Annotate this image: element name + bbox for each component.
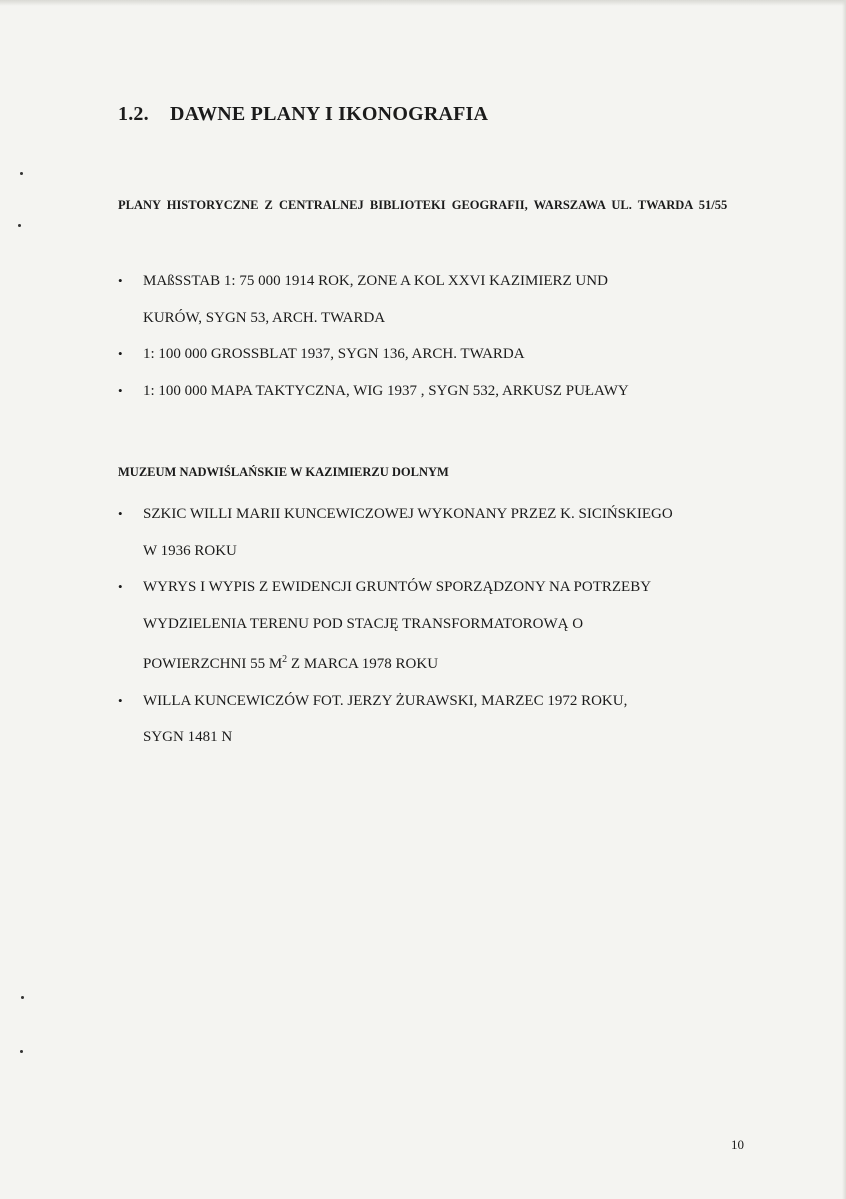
page-right-edge-shadow (842, 0, 846, 1199)
chapter-heading (118, 103, 488, 126)
list-item-line: WYRYS I WYPIS Z EWIDENCJI GRUNTÓW SPORZĄDZONY NA POTRZEBY (143, 579, 652, 595)
page-top-edge-shadow (0, 0, 846, 6)
scan-speck (18, 224, 21, 227)
section-title-plany-historyczne: PLANY HISTORYCZNE Z CENTRALNEJ BIBLIOTEKI GEOGRAFII, WARSZAWA UL. TWARDA 51/55 (118, 198, 728, 212)
scan-speck (21, 996, 24, 999)
list-item-line: WYDZIELENIA TERENU POD STACJĘ TRANSFORMATOROWĄ O (143, 615, 584, 632)
bullet-icon: • (118, 692, 123, 708)
list-item (118, 569, 758, 683)
list-muzeum (118, 496, 758, 756)
list-item (118, 496, 758, 569)
bullet-icon: • (118, 506, 123, 521)
list-item (118, 263, 758, 336)
bullet-icon: • (118, 273, 123, 288)
chapter-number: 1.2. (118, 103, 149, 125)
list-item-line (143, 656, 438, 672)
list-item-line: SYGN 1481 N (143, 729, 233, 745)
list-item-line: MAßSSTAB 1: 75 000 1914 ROK, ZONE A KOL XXVI KAZIMIERZ UND (143, 273, 608, 289)
scan-speck (20, 172, 23, 175)
list-item-line: 1: 100 000 GROSSBLAT 1937, SYGN 136, ARCH. TWARDA (143, 346, 525, 362)
scan-speck (20, 1050, 23, 1053)
list-item-line: KURÓW, SYGN 53, ARCH. TWARDA (143, 309, 386, 326)
list-item (118, 373, 758, 410)
list-item-line: W 1936 ROKU (143, 542, 237, 559)
list-item (118, 336, 758, 373)
list-item-line: WILLA KUNCEWICZÓW FOT. JERZY ŻURAWSKI, MARZEC 1972 ROKU, (143, 692, 628, 709)
superscript: 2 (282, 654, 288, 665)
list-item-text: Z MARCA 1978 ROKU (287, 656, 439, 672)
list-plany-historyczne (118, 263, 758, 409)
section-title-muzeum: MUZEUM NADWIŚLAŃSKIE W KAZIMIERZU DOLNYM (118, 465, 449, 479)
list-item (118, 683, 758, 756)
list-item-text: POWIERZCHNI 55 M (143, 656, 283, 672)
bullet-icon: • (118, 346, 123, 361)
page-number: 10 (731, 1137, 744, 1152)
chapter-title: DAWNE PLANY I IKONOGRAFIA (170, 103, 489, 125)
list-item-line: 1: 100 000 MAPA TAKTYCZNA, WIG 1937 , SYGN 532, ARKUSZ PUŁAWY (143, 382, 629, 399)
list-item-line: SZKIC WILLI MARII KUNCEWICZOWEJ WYKONANY PRZEZ K. SICIŃSKIEGO (143, 506, 673, 522)
bullet-icon: • (118, 579, 123, 594)
bullet-icon: • (118, 382, 123, 398)
